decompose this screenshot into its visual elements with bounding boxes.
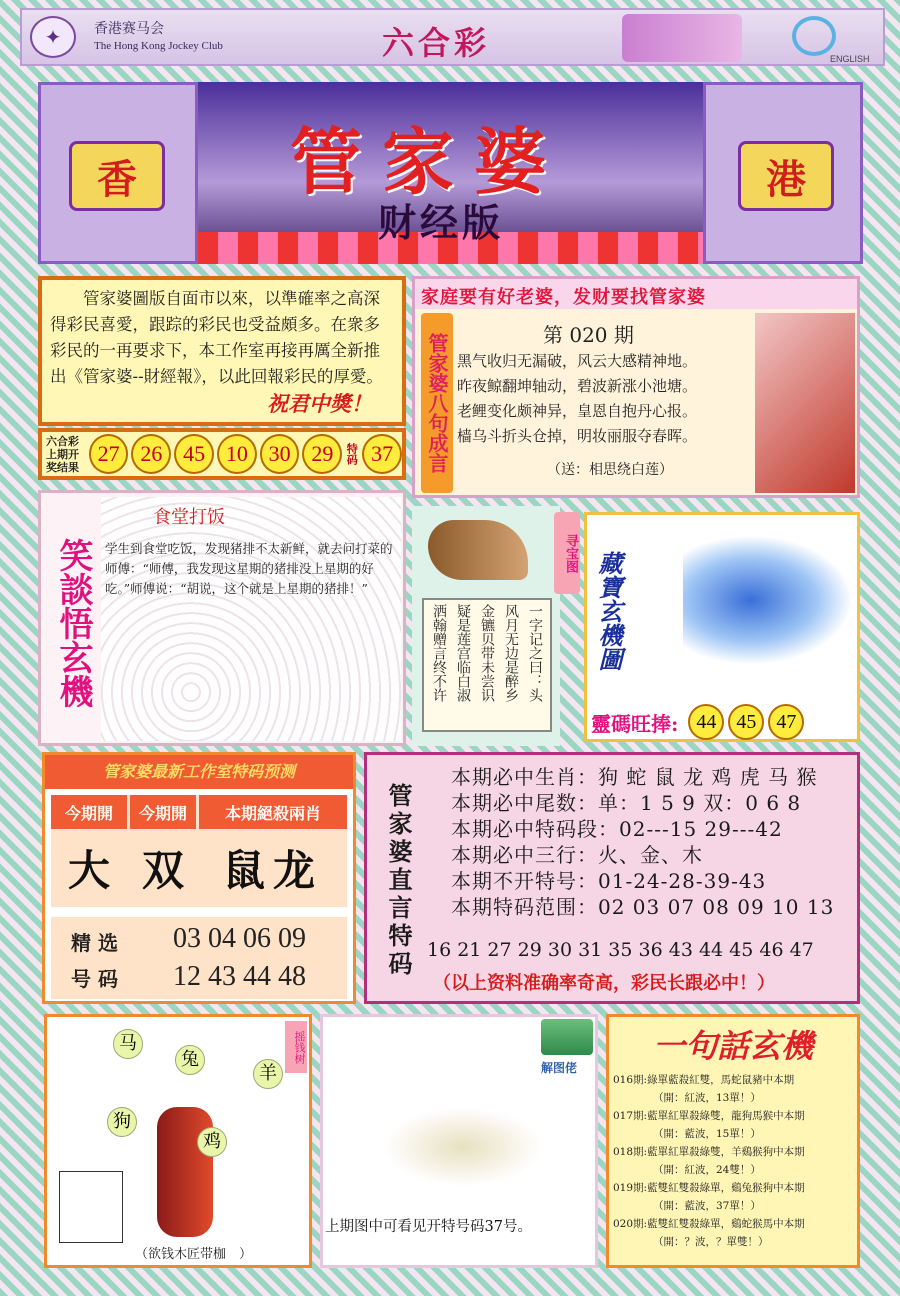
oneliner-result: （開：？波，？單雙！） [653, 1236, 769, 1248]
game-title[interactable]: 六合彩 [382, 24, 491, 62]
poem-line: 老鲤变化颇神异，皇恩自抱丹心报。 [457, 402, 698, 420]
tree-caption: （欲钱木匠带枷 ） [135, 1247, 253, 1262]
direct-side-title: 管家婆直言特码 [384, 783, 413, 979]
joke-text: 学生到食堂吃饭，发现猪排不太新鲜，就去问打菜的师傅：“师傅，我发现这星期的猪排没上星期的好吃。”师傅说：“胡说，这个就是上星期的猪排！” [105, 541, 393, 596]
treasure-ball: 47 [768, 704, 804, 740]
tree-blank-box [59, 1171, 123, 1243]
scroll-col: 风月无边是醉乡 [503, 604, 519, 702]
joke-paper [101, 497, 401, 741]
pred-col1-value: 大 [67, 846, 110, 895]
tree-animal: 马 [113, 1029, 143, 1059]
direct-row: 本期必中尾数：单：1 5 9 双：0 6 8 [451, 791, 802, 815]
direct-row: 本期必中生肖：狗 蛇 鼠 龙 鸡 虎 马 猴 [451, 765, 818, 789]
scroll-col: 一字记之曰：头 [527, 604, 543, 702]
oneliner-title: 一句話玄機 [652, 1027, 813, 1065]
last-result-label-1: 六合彩 [46, 434, 79, 448]
direct-panel [364, 752, 860, 1004]
banner-subtitle: 财经版 [378, 200, 505, 245]
oneliner-item: 018期:藍單紅單殺綠雙，羊鷄猴狗中本期 [613, 1146, 805, 1158]
last-result-label-2: 上期开 [46, 447, 79, 461]
oneliner-result: （開：藍波，37單！） [653, 1200, 761, 1212]
poem-lines [457, 349, 757, 449]
last-result-label [46, 435, 86, 474]
solve-caption: 上期图中可看见开特号码37号。 [325, 1219, 532, 1235]
poem-line: 黑气收归无漏破，风云大感精神地。 [457, 352, 698, 370]
pred-col1-label: 今期開 [51, 795, 127, 829]
lantern-right [738, 141, 834, 211]
banner-left-panel [38, 82, 198, 264]
pick-label-b: 号 码 [71, 967, 118, 991]
prediction-panel [42, 752, 356, 1004]
joke-title: 食堂打饭 [153, 507, 225, 528]
result-ball: 45 [174, 434, 214, 474]
horse-rider-image [428, 520, 528, 580]
result-ball: 26 [131, 434, 171, 474]
tree-animal: 鸡 [197, 1127, 227, 1157]
tree-animal: 羊 [253, 1059, 283, 1089]
oneliner-item: 020期:藍雙紅雙殺綠單，鷄蛇猴馬中本期 [613, 1218, 805, 1230]
pick-label-a: 精 选 [71, 931, 118, 955]
poem-issue: 第 020 期 [543, 323, 634, 347]
solve-image [383, 1107, 543, 1187]
scroll-col: 疑是莲宫临白淑 [455, 604, 471, 702]
pred-col3-label: 本期絕殺兩肖 [199, 795, 347, 829]
result-ball: 27 [89, 434, 129, 474]
jockey-club-logo-icon[interactable]: ✦ [30, 16, 76, 58]
scroll-col: 洒翰赠言终不许 [431, 604, 447, 702]
prediction-header: 管家婆最新工作室特码预测 [45, 755, 353, 789]
scroll-col: 金镳贝带未尝识 [479, 604, 495, 702]
scroll-poem [422, 598, 552, 732]
last-result-bar [38, 428, 406, 480]
bird-image [683, 535, 853, 665]
direct-row: 本期不开特号：01-24-28-39-43 [451, 869, 767, 893]
club-name-cn: 香港赛马会 [94, 21, 164, 37]
treasure-ball: 44 [688, 704, 724, 740]
poem-credit: （送：相思绕白莲） [547, 462, 673, 478]
tree-animal: 兔 [175, 1045, 205, 1075]
pred-col3-value: 鼠龙 [222, 846, 323, 895]
direct-footer: （以上资料准确率奇高，彩民长跟必中！） [433, 973, 775, 994]
pred-col2-label: 今期開 [130, 795, 196, 829]
special-label: 特码 [345, 443, 359, 465]
prediction-grid [51, 795, 347, 907]
tree-trunk-image [157, 1107, 213, 1237]
special-ball: 37 [362, 434, 402, 474]
lantern-right-char: 港 [766, 155, 806, 203]
scroll-panel [412, 506, 560, 746]
oneliner-list [613, 1071, 859, 1251]
lantern-left-char: 香 [97, 155, 137, 203]
oneliner-result: （開：紅波，13單！） [653, 1092, 761, 1104]
money-tree-panel [44, 1014, 312, 1268]
oneliner-item: 017期:藍單紅單殺綠雙，龍狗馬猴中本期 [613, 1110, 805, 1122]
treasure-panel [584, 512, 860, 742]
globe-icon[interactable] [792, 16, 836, 56]
solve-icon [541, 1019, 593, 1055]
oneliner-item: 016期:綠單藍殺紅雙，馬蛇鼠豬中本期 [613, 1074, 795, 1086]
pick-row-2: 12 43 44 48 [173, 961, 306, 992]
pick-box [51, 917, 347, 999]
intro-blessing: 祝君中獎！ [267, 391, 372, 416]
joke-side-title: 笑談悟玄機 [53, 538, 93, 708]
treasure-title: 藏寶玄機圖 [594, 551, 623, 671]
poem-line: 昨夜鲸翻坤轴动，碧波新涨小池塘。 [457, 377, 698, 395]
direct-row: 本期必中特码段：02---15 29---42 [451, 817, 783, 841]
intro-panel [38, 276, 406, 426]
banner-title: 管家婆 [290, 119, 567, 204]
english-button[interactable]: ENGLISH [830, 54, 870, 64]
oneliner-result: （開：藍波，15單！） [653, 1128, 761, 1140]
tree-tag: 摇钱树 [285, 1021, 307, 1073]
result-ball: 30 [260, 434, 300, 474]
poem-header: 家庭要有好老婆，发财要找管家婆 [415, 279, 857, 309]
poem-line: 樯乌斗折头仓掉，明妆丽服夺春晖。 [457, 427, 698, 445]
club-name-en: The Hong Kong Jockey Club [94, 40, 223, 52]
solve-tag: 解图佬 [541, 1061, 578, 1075]
bride-image [755, 313, 855, 493]
joke-panel [38, 490, 406, 746]
direct-numbers-line: 16 21 27 29 30 31 35 36 43 44 45 46 47 [427, 939, 814, 961]
direct-row: 本期必中三行：火、金、木 [451, 843, 703, 867]
header-bar [20, 8, 885, 66]
treasure-ball: 45 [728, 704, 764, 740]
result-ball: 10 [217, 434, 257, 474]
solve-panel [320, 1014, 598, 1268]
intro-text: 管家婆圖版自面市以來，以準確率之高深得彩民喜愛，跟踪的彩民也受益頗多。在衆多彩民的一再要求下，本工作室再接再厲全新推出《管家婆--財經報》，以此回報彩民的厚愛。 [50, 289, 383, 386]
pick-row-1: 03 04 06 09 [173, 923, 306, 954]
direct-rows [451, 761, 834, 917]
last-result-label-3: 奖结果 [46, 460, 79, 474]
treasure-numbers [587, 705, 857, 739]
pred-col2-value: 双 [141, 846, 184, 895]
result-ball: 29 [302, 434, 342, 474]
poem-panel [412, 276, 860, 498]
scroll-tag: 寻宝图 [554, 512, 580, 594]
oneliner-result: （開：紅波，24雙！） [653, 1164, 761, 1176]
horse-race-image [622, 14, 742, 62]
oneliner-panel [606, 1014, 860, 1268]
banner-right-panel [703, 82, 863, 264]
poem-side-title: 管家婆八句成言 [421, 313, 453, 493]
lantern-left [69, 141, 165, 211]
treasure-label: 靈碼旺捧: [591, 711, 679, 736]
tree-animal: 狗 [107, 1107, 137, 1137]
direct-row: 本期特码范围：02 03 07 08 09 10 13 [451, 895, 835, 919]
oneliner-item: 019期:藍雙紅雙殺綠單，鷄兔猴狗中本期 [613, 1182, 805, 1194]
